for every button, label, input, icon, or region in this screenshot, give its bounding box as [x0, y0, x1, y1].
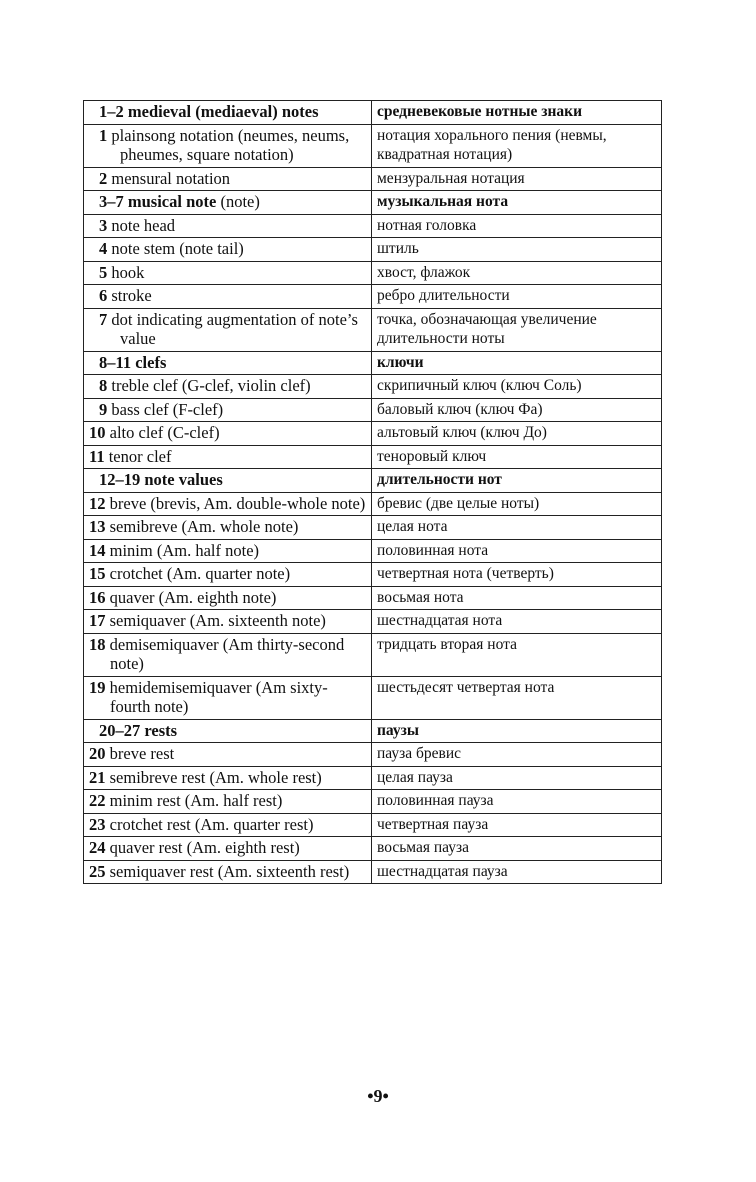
- term-number: 17: [89, 611, 106, 630]
- term-number: 13: [89, 517, 106, 536]
- english-term-cell: [84, 539, 372, 563]
- table-row: [84, 492, 662, 516]
- english-term-cell: [84, 676, 372, 719]
- english-term-cell: [84, 766, 372, 790]
- russian-translation-cell: пауза бревис: [372, 743, 662, 767]
- term-text: medieval (mediaeval) notes: [127, 102, 319, 121]
- english-term-cell: [84, 516, 372, 540]
- term-text: breve (brevis, Am. double-whole note): [109, 493, 366, 513]
- table-row: [84, 214, 662, 238]
- term-entry: [89, 494, 366, 514]
- russian-translation-cell: хвост, флажок: [372, 261, 662, 285]
- english-term-cell: [84, 124, 372, 167]
- russian-translation-cell: теноровый ключ: [372, 445, 662, 469]
- russian-translation-cell: скрипичный ключ (ключ Соль): [372, 375, 662, 399]
- russian-translation-cell: целая пауза: [372, 766, 662, 790]
- english-term-cell: [84, 633, 372, 676]
- term-entry: [89, 721, 366, 741]
- term-entry: [89, 588, 366, 608]
- russian-translation-cell: длительности нот: [372, 469, 662, 493]
- table-row: [84, 167, 662, 191]
- term-text: hemidemisemiquaver (Am sixty-fourth note): [109, 677, 328, 716]
- term-number: 1: [99, 125, 108, 145]
- english-term-cell: [84, 586, 372, 610]
- term-entry: [89, 376, 366, 396]
- english-term-cell: [84, 285, 372, 309]
- table-row: [84, 860, 662, 884]
- english-term-cell: [84, 469, 372, 493]
- english-term-cell: [84, 743, 372, 767]
- term-text: dot indicating augmentation of note’s value: [111, 309, 358, 348]
- english-term-cell: [84, 167, 372, 191]
- term-text: note head: [111, 215, 176, 235]
- section-heading-row: [84, 191, 662, 215]
- term-number: 22: [89, 791, 106, 810]
- term-entry: [89, 353, 366, 373]
- term-text: crotchet rest (Am. quarter rest): [109, 814, 314, 834]
- term-entry: [89, 768, 366, 788]
- term-text: semibreve rest (Am. whole rest): [109, 767, 322, 787]
- term-text: stroke: [111, 286, 152, 305]
- term-entry: [89, 447, 366, 467]
- table-row: [84, 766, 662, 790]
- table-row: [84, 375, 662, 399]
- table-row: [84, 563, 662, 587]
- term-entry: [89, 838, 366, 858]
- table-row: [84, 261, 662, 285]
- term-number: 8: [99, 376, 108, 395]
- term-entry: [89, 263, 366, 283]
- term-text: breve rest: [109, 744, 175, 763]
- glossary-table: [83, 100, 662, 884]
- english-term-cell: [84, 214, 372, 238]
- english-term-cell: [84, 492, 372, 516]
- term-entry: [89, 470, 366, 490]
- term-entry: [89, 286, 366, 306]
- table-row: [84, 539, 662, 563]
- term-suffix: (note): [216, 192, 260, 211]
- russian-translation-cell: музыкальная нота: [372, 191, 662, 215]
- term-number: 12: [89, 493, 106, 513]
- english-term-cell: [84, 860, 372, 884]
- term-entry: [89, 423, 366, 443]
- russian-translation-cell: ключи: [372, 351, 662, 375]
- term-text: mensural notation: [111, 168, 231, 188]
- russian-translation-cell: тридцать вторая нота: [372, 633, 662, 676]
- term-entry: [89, 862, 366, 882]
- table-row: [84, 633, 662, 676]
- russian-translation-cell: штиль: [372, 238, 662, 262]
- table-row: [84, 445, 662, 469]
- table-row: [84, 422, 662, 446]
- russian-translation-cell: мензуральная нотация: [372, 167, 662, 191]
- term-number: 25: [89, 861, 106, 881]
- term-number: 6: [99, 286, 108, 305]
- term-text: treble clef (G-clef, violin clef): [111, 376, 311, 395]
- table-row: [84, 676, 662, 719]
- glossary-body: [84, 101, 662, 884]
- term-entry: [89, 611, 366, 631]
- term-number: 20: [89, 744, 106, 763]
- term-number: 1–2: [99, 102, 124, 121]
- term-text: demisemiquaver (Am thirty-second note): [109, 634, 345, 673]
- russian-translation-cell: средневековые нотные знаки: [372, 101, 662, 125]
- term-text: alto clef (C-clef): [109, 423, 220, 442]
- table-row: [84, 813, 662, 837]
- term-text: crotchet (Am. quarter note): [109, 564, 291, 583]
- term-entry: [89, 216, 366, 236]
- table-row: [84, 398, 662, 422]
- term-text: hook: [111, 262, 145, 282]
- term-number: 11: [89, 446, 105, 466]
- term-entry: [89, 744, 366, 764]
- term-number: 3–7: [99, 192, 124, 211]
- russian-translation-cell: шестьдесят четвертая нота: [372, 676, 662, 719]
- term-entry: [89, 102, 366, 122]
- term-text: semibreve (Am. whole note): [109, 517, 299, 536]
- table-row: [84, 837, 662, 861]
- term-entry: [89, 169, 366, 189]
- term-text: semiquaver (Am. sixteenth note): [109, 611, 326, 630]
- english-term-cell: [84, 610, 372, 634]
- term-entry: [89, 635, 366, 674]
- term-entry: [89, 791, 366, 811]
- term-number: 2: [99, 168, 108, 188]
- term-text: minim (Am. half note): [109, 540, 260, 560]
- russian-translation-cell: нотация хорального пения (невмы, квадратная нотация): [372, 124, 662, 167]
- term-text: quaver rest (Am. eighth rest): [109, 838, 300, 857]
- russian-translation-cell: восьмая пауза: [372, 837, 662, 861]
- english-term-cell: [84, 191, 372, 215]
- term-entry: [89, 192, 366, 212]
- table-row: [84, 743, 662, 767]
- term-number: 19: [89, 677, 106, 697]
- english-term-cell: [84, 261, 372, 285]
- russian-translation-cell: половинная нота: [372, 539, 662, 563]
- term-number: 10: [89, 423, 106, 442]
- english-term-cell: [84, 375, 372, 399]
- term-number: 12–19: [99, 470, 141, 489]
- term-number: 18: [89, 634, 106, 654]
- russian-translation-cell: нотная головка: [372, 214, 662, 238]
- section-heading-row: [84, 719, 662, 743]
- term-number: 16: [89, 587, 106, 607]
- table-row: [84, 124, 662, 167]
- english-term-cell: [84, 101, 372, 125]
- term-text: tenor clef: [108, 446, 172, 466]
- russian-translation-cell: паузы: [372, 719, 662, 743]
- term-entry: [89, 815, 366, 835]
- term-entry: [89, 126, 366, 165]
- term-text: minim rest (Am. half rest): [109, 791, 283, 810]
- term-number: 3: [99, 215, 108, 235]
- table-row: [84, 516, 662, 540]
- russian-translation-cell: шестнадцатая пауза: [372, 860, 662, 884]
- russian-translation-cell: баловый ключ (ключ Фа): [372, 398, 662, 422]
- term-text: semiquaver rest (Am. sixteenth rest): [109, 861, 350, 881]
- term-text: quaver (Am. eighth note): [109, 587, 277, 607]
- russian-translation-cell: восьмая нота: [372, 586, 662, 610]
- table-row: [84, 308, 662, 351]
- russian-translation-cell: альтовый ключ (ключ До): [372, 422, 662, 446]
- term-number: 20–27: [99, 720, 141, 740]
- russian-translation-cell: четвертная пауза: [372, 813, 662, 837]
- term-number: 9: [99, 399, 108, 419]
- table-row: [84, 610, 662, 634]
- term-number: 21: [89, 767, 106, 787]
- term-text: rests: [144, 720, 178, 740]
- table-row: [84, 285, 662, 309]
- table-row: [84, 238, 662, 262]
- page-number: •9•: [367, 1086, 389, 1106]
- term-entry: [89, 541, 366, 561]
- term-entry: [89, 678, 366, 717]
- term-number: 23: [89, 814, 106, 834]
- term-number: 14: [89, 540, 106, 560]
- russian-translation-cell: точка, обозначающая увеличение длительности ноты: [372, 308, 662, 351]
- term-entry: [89, 310, 366, 349]
- russian-translation-cell: ребро длительности: [372, 285, 662, 309]
- term-entry: [89, 400, 366, 420]
- table-row: [84, 586, 662, 610]
- term-entry: [89, 564, 366, 584]
- russian-translation-cell: шестнадцатая нота: [372, 610, 662, 634]
- term-entry: [89, 239, 366, 259]
- section-heading-row: [84, 351, 662, 375]
- english-term-cell: [84, 308, 372, 351]
- russian-translation-cell: бревис (две целые ноты): [372, 492, 662, 516]
- english-term-cell: [84, 351, 372, 375]
- term-number: 8–11: [99, 352, 132, 372]
- term-text: bass clef (F-clef): [111, 399, 224, 419]
- term-number: 4: [99, 239, 108, 258]
- term-number: 5: [99, 262, 108, 282]
- russian-translation-cell: целая нота: [372, 516, 662, 540]
- russian-translation-cell: половинная пауза: [372, 790, 662, 814]
- english-term-cell: [84, 445, 372, 469]
- english-term-cell: [84, 422, 372, 446]
- term-entry: [89, 517, 366, 537]
- section-heading-row: [84, 101, 662, 125]
- english-term-cell: [84, 837, 372, 861]
- english-term-cell: [84, 238, 372, 262]
- term-text: plainsong notation (neumes, neums, pheumes, square notation): [111, 125, 350, 164]
- term-text: note stem (note tail): [111, 239, 244, 258]
- russian-translation-cell: четвертная нота (четверть): [372, 563, 662, 587]
- section-heading-row: [84, 469, 662, 493]
- term-number: 7: [99, 309, 108, 329]
- term-number: 24: [89, 838, 106, 857]
- table-row: [84, 790, 662, 814]
- english-term-cell: [84, 563, 372, 587]
- term-text: clefs: [135, 352, 167, 372]
- english-term-cell: [84, 790, 372, 814]
- term-number: 15: [89, 564, 106, 583]
- term-text: musical note: [127, 192, 217, 211]
- term-text: note values: [144, 470, 223, 489]
- english-term-cell: [84, 719, 372, 743]
- english-term-cell: [84, 398, 372, 422]
- english-term-cell: [84, 813, 372, 837]
